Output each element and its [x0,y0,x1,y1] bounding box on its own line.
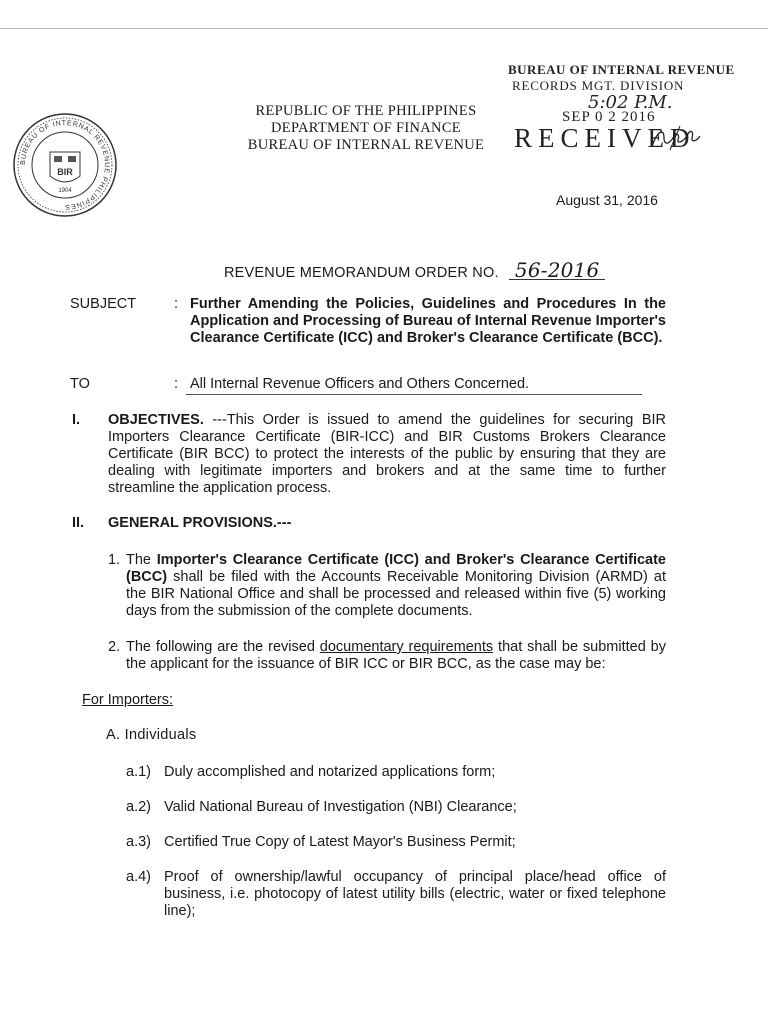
section-1-heading: OBJECTIVES. [108,412,204,428]
received-stamp [508,62,758,154]
to-colon: : [174,376,179,392]
rmo-number: 56-2016 [509,261,606,280]
signature-icon [650,124,702,154]
rmo-label: REVENUE MEMORANDUM ORDER NO. [224,265,499,281]
requirement-text: Duly accomplished and notarized applications form; [164,764,496,780]
requirement-number: a.4) [126,869,151,885]
section-1-numeral: I. [72,412,81,428]
seal-ring-text: BUREAU OF INTERNAL REVENUE PHILIPPINES [19,119,111,211]
item-2-post: that shall be submitted by the applicant for the issuance of BIR ICC or BIR BCC, as the case may be: [126,639,666,672]
rmo-title [224,258,605,282]
item-1-number: 1. [108,552,121,568]
requirement-number: a.3) [126,834,151,850]
to-text: All Internal Revenue Officers and Others Concerned. [190,376,530,392]
stamp-date: SEP 0 2 2016 [562,109,656,125]
to-rule [186,394,642,395]
stamp-time: 5:02 P.M. [588,92,673,113]
bir-seal-icon [12,112,118,218]
item-1-pre: The [126,552,157,568]
requirement-text: Certified True Copy of Latest Mayor's Business Permit; [164,834,516,850]
seal-mark: BIR [57,167,73,177]
requirement-number: a.2) [126,799,151,815]
item-2-underlined: documentary requirements [319,639,494,655]
letterhead-department: DEPARTMENT OF FINANCE [271,120,461,136]
item-2-pre: The following are the revised [126,639,320,655]
requirement-text: Valid National Bureau of Investigation (NBI) Clearance; [164,799,517,815]
letterhead [200,103,532,154]
section-1-paragraph [108,412,666,497]
item-1-post: shall be filed with the Accounts Receivable Monitoring Division (ARMD) at the BIR National Office and shall be processed and released within five (5) working days from the submission of the complete documents. [126,569,666,619]
requirement-number: a.1) [126,764,151,780]
section-1-text: ---This Order is issued to amend the guidelines for securing BIR Importers Clearance Certificate (BIR-ICC) and BIR Customs Brokers Clearance Certificate (BIR BCC) to protect the interests of the public by ensuring that they are dealing with legitimate importers and brokers and at the same time to further streamline the application process. [108,412,666,496]
letterhead-bureau: BUREAU OF INTERNAL REVENUE [247,137,485,153]
scan-edge-line [0,28,768,29]
stamp-received: RECEIVED [514,123,696,153]
letterhead-republic: REPUBLIC OF THE PHILIPPINES [255,103,477,119]
section-2-numeral: II. [72,515,85,531]
requirement-text: Proof of ownership/lawful occupancy of principal place/head office of business, i.e. photocopy of latest utility bills (electric, water or fixed telephone line); [164,869,666,919]
item-2-number: 2. [108,639,121,655]
section-2-heading: GENERAL PROVISIONS.--- [108,515,292,531]
seal-year: 1904 [58,188,72,194]
item-1-bold: Importer's Clearance Certificate (ICC) and Broker's Clearance Certificate (BCC) [126,552,666,585]
stamp-division: RECORDS MGT. DIVISION [512,78,685,93]
subject-text: Further Amending the Policies, Guidelines and Procedures In the Application and Processing of Bureau of Internal Revenue Importer's Clearance Certificate (ICC) and Broker's Clearance Certificate (BCC). [190,296,666,346]
stamp-bureau: BUREAU OF INTERNAL REVENUE [508,62,735,77]
svg-text:BUREAU OF INTERNAL REVENUE PHI [20,120,110,210]
document-date: August 31, 2016 [556,192,658,208]
individuals-heading: A. Individuals [106,727,197,743]
to-label: TO [70,376,90,392]
item-1-text [126,552,666,620]
subject-label: SUBJECT [70,296,137,312]
for-importers-heading: For Importers: [82,692,174,708]
subject-colon: : [174,296,179,312]
item-2-text [126,639,666,673]
